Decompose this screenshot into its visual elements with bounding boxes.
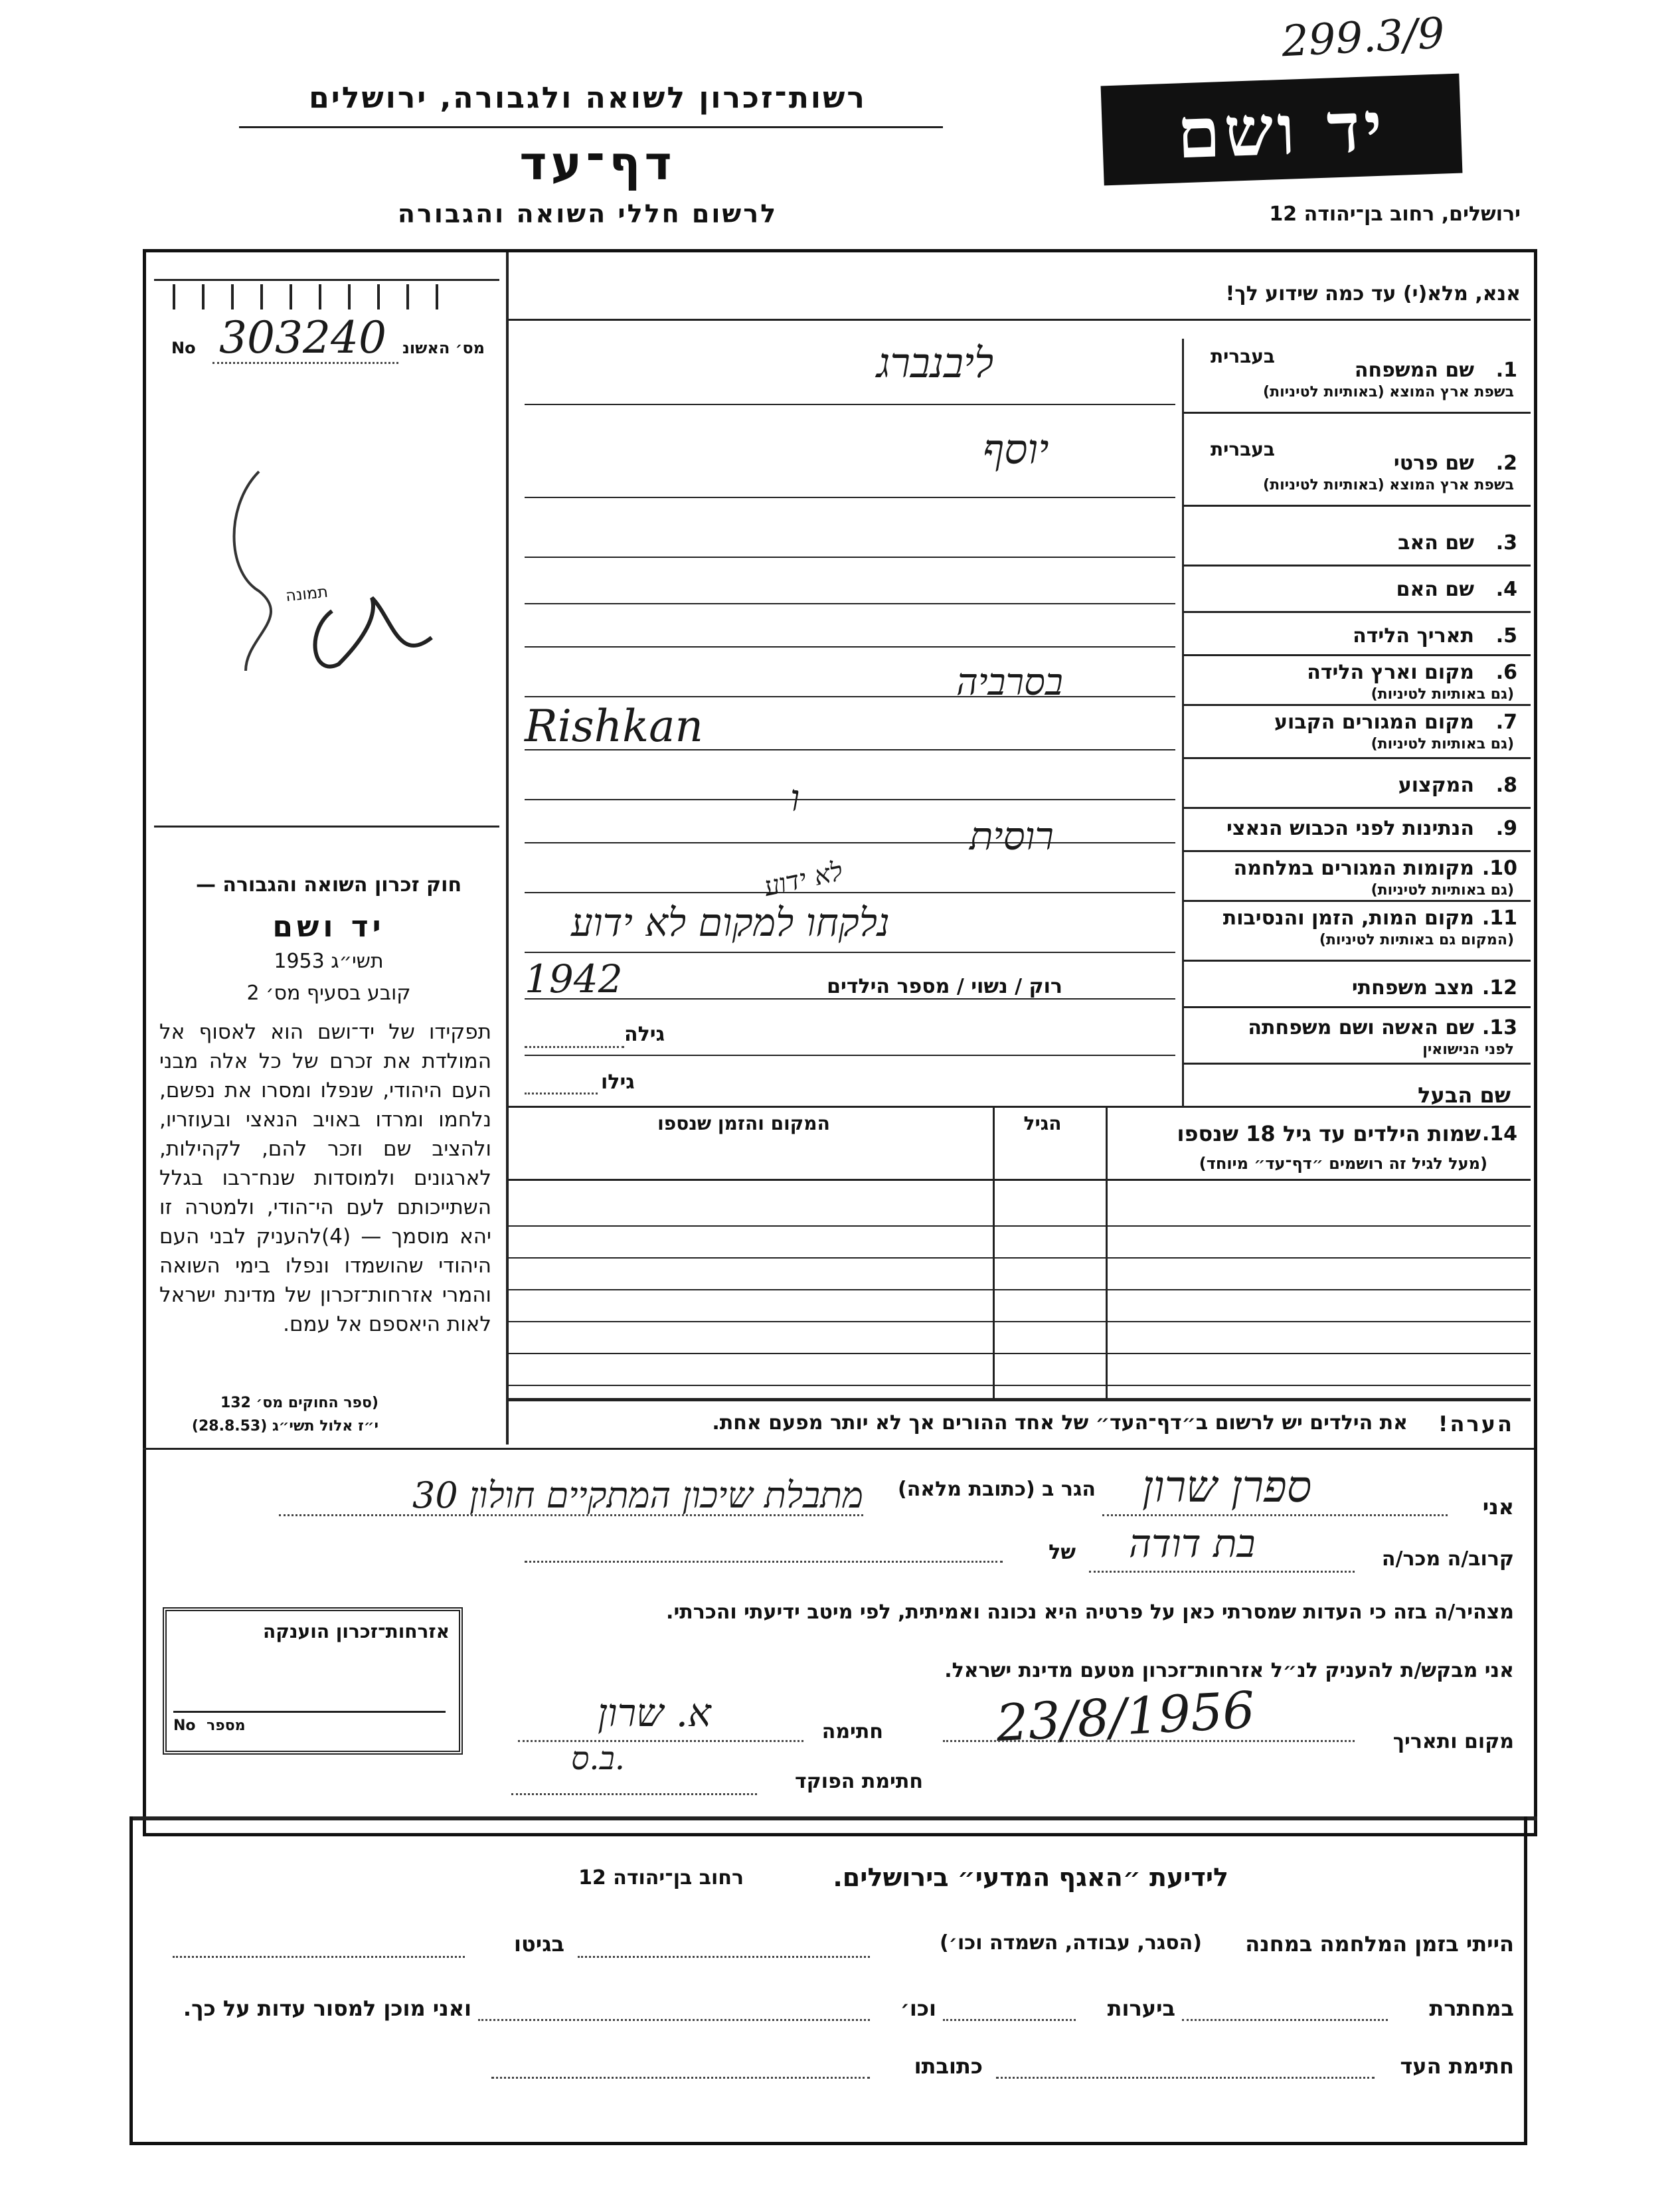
field-9-number: 9. <box>1495 817 1517 840</box>
field-7-sublabel: (גם באותיות לטיניות) <box>1371 736 1514 752</box>
children-sublabel: (מעל לגיל זה רושמים ״דף־עד״ מיוחד) <box>1199 1154 1487 1173</box>
footer-line3-a: חתימת העד <box>1400 2054 1514 2079</box>
law-name: יד ושם <box>272 910 385 944</box>
citizenship-box <box>163 1607 463 1755</box>
note-bottom-rule <box>143 1448 1534 1450</box>
field-2-number: 2. <box>1495 452 1517 475</box>
field-13-label: שם האשה ושם משפחתה <box>1248 1016 1474 1039</box>
field-5-label: תאריך הלידה <box>1353 624 1474 648</box>
age-line-husband <box>525 1093 598 1094</box>
field-7-rule <box>1182 757 1531 759</box>
field-5-number: 5. <box>1495 624 1517 648</box>
footer-line2-dots-3 <box>478 2019 870 2021</box>
declarant-name: ספרן שרון <box>1142 1461 1312 1512</box>
law-text: תפקידו של יד־ושם הוא לאסוף אל המולדת את זכרם של כל אלה מבני העם היהודי, שנפלו ומסרו את נפשם, נלחמו ומרדו באויב הנאצי ובעוזריו, ולהציב שם וזכר להם, לקהילות, לארגונים ולמוסדות שנח־רבו בגלל השתייכותם לעם הי־הודי, ולמטרה זו יהא מוסמך — (4)להעניק לבני העם היהודי שהושמדו ונפלו בימי השואה והמרי אזרחות־זכרון של מדינת ישראל לאות היאספם אל עמם. <box>159 1020 491 1336</box>
address-line <box>279 1514 863 1516</box>
field-10-number: 10. <box>1481 857 1517 880</box>
field-9-rule <box>1182 850 1531 852</box>
declaration-request: אני מבקש/ת להעניק לנ״ל אזרחות־זכרון מטעם מדינת ישראל. <box>944 1659 1514 1682</box>
field-2-value: יוסף <box>983 425 1049 474</box>
citizenship-box-number-label: מספר <box>207 1717 246 1734</box>
official-signature-label: חתימת הפוקד <box>795 1770 923 1793</box>
field-10-sublabel: (גם באותיות לטיניות) <box>1371 882 1514 899</box>
field-11-answer-line <box>525 952 1175 953</box>
field-10-label: מקומות המגורים במלחמה <box>1233 857 1474 880</box>
official-signature: ב.ס. <box>571 1740 625 1777</box>
file-number: 299.3/9 <box>1280 9 1446 67</box>
photo-scribble-stroke-2 <box>315 598 432 667</box>
field-5-answer-line <box>525 646 1175 648</box>
serial-no-mark: No <box>171 339 196 357</box>
relation-value: בת דודה <box>1129 1521 1256 1566</box>
decl-i-label: אני <box>1482 1494 1514 1520</box>
field-2-answer-line <box>525 497 1175 498</box>
place-date-label: מקום ותאריך <box>1392 1730 1514 1753</box>
note-top-rule <box>508 1398 1531 1401</box>
field-9-label: הנתינות לפני הכבוש הנאצי <box>1226 817 1474 840</box>
footer-line3-dots-2 <box>491 2077 870 2079</box>
children-col-divider-2 <box>993 1106 995 1398</box>
children-row-rule <box>508 1225 1531 1227</box>
field-13-answer-line <box>525 1055 1175 1056</box>
relative-label: קרוב/ה מכר/ה <box>1381 1547 1514 1571</box>
in-hebrew-label-1: בעברית <box>1210 345 1275 367</box>
field-2-label: שם פרטי <box>1393 452 1474 475</box>
form-instruction: אנא, מלא(י) עד כמה שידוע לך! <box>1225 282 1521 306</box>
footer-notice: לידיעת ״האגף המדעי״ בירושלים. <box>833 1863 1228 1892</box>
footer-line3-b: כתובתו <box>914 2054 983 2079</box>
footer-line3-dots-1 <box>996 2077 1375 2079</box>
note-text: את הילדים יש לרשום ב״דף־העד״ של אחד ההורים אך לא יותר מפעם אחת. <box>712 1411 1408 1435</box>
field-6-label: מקום וארץ הלידה <box>1307 661 1474 684</box>
children-table-top <box>508 1106 1531 1108</box>
husband-name-label: שם הבעל <box>1418 1083 1511 1108</box>
citizenship-box-rule <box>173 1711 446 1713</box>
field-6-value: בסרביה <box>956 661 1063 704</box>
declarant-address: מתבלת שיכון המתקיים חולון 30 <box>412 1474 863 1516</box>
field-7-label: מקום המגורים הקבוע <box>1274 711 1474 734</box>
field-7-value: Rishkan <box>525 701 704 752</box>
field-9-answer-line <box>525 842 1175 843</box>
field-1-sublabel: בשפת ארץ המוצא (באותיות לטיניות) <box>1263 384 1514 400</box>
field-1-answer-line <box>525 404 1175 405</box>
photo-area-scribble <box>219 465 452 677</box>
logo-text: יד ושם <box>1175 85 1388 174</box>
label-column-divider <box>1182 339 1184 1106</box>
field-3-number: 3. <box>1495 531 1517 555</box>
field-1-rule <box>1182 412 1531 414</box>
field-8-answer-line <box>525 799 1175 800</box>
field-10-answer-line <box>525 892 1175 893</box>
signature-label: חתימה <box>821 1720 883 1743</box>
field-8-rule <box>1182 807 1531 809</box>
footer-line2-dots-1 <box>1182 2019 1388 2021</box>
field-12-number: 12. <box>1481 976 1517 1000</box>
field-6-number: 6. <box>1495 661 1517 684</box>
citizenship-box-no: No <box>173 1717 196 1734</box>
serial-ticks <box>173 284 465 309</box>
field-4-answer-line <box>525 603 1175 604</box>
children-col-divider-1 <box>1106 1106 1108 1398</box>
instruction-rule <box>508 319 1531 321</box>
field-8-label: המקצוע <box>1398 774 1474 797</box>
field-3-label: שם האב <box>1398 531 1474 555</box>
footer-notice-address: רחוב בן־יהודה 12 <box>578 1866 744 1889</box>
field-11-number: 11. <box>1481 907 1517 930</box>
institution-underline <box>239 126 943 128</box>
signature-line <box>518 1740 803 1742</box>
children-row-rule <box>508 1289 1531 1290</box>
age-label-husband: גילו <box>601 1071 635 1094</box>
footer-line2-dots-2 <box>943 2019 1076 2021</box>
children-label: שמות הילדים עד גיל 18 שנספו <box>1177 1121 1481 1146</box>
field-2-rule <box>1182 505 1531 507</box>
field-5-rule <box>1182 654 1531 656</box>
law-year: תשי״ג 1953 <box>274 950 384 973</box>
field-8-number: 8. <box>1495 774 1517 797</box>
note-label: הערה! <box>1438 1411 1514 1437</box>
law-section: קובע בסעיף מס׳ 2 <box>246 982 411 1005</box>
field-3-answer-line <box>525 557 1175 558</box>
field-1-value: ליבנברג <box>877 339 994 387</box>
law-reference-2: י״ז אלול תשי״ג (28.8.53) <box>191 1418 378 1435</box>
institution-line: רשות־זכרון לשואה ולגבורה, ירושלים <box>309 81 867 115</box>
field-12-label: מצב משפחתי <box>1351 976 1474 1000</box>
left-panel-divider <box>506 252 509 1445</box>
footer-line2-a: במחתרת <box>1429 1996 1514 2021</box>
declaration-date: 23/8/1956 <box>994 1680 1256 1753</box>
date-line <box>943 1740 1355 1742</box>
resides-label: הגר ב (כתובת מלאה) <box>897 1478 1096 1501</box>
field-6-sublabel: (גם באותיות לטיניות) <box>1371 686 1514 703</box>
field-3-rule <box>1182 565 1531 567</box>
children-header-bottom <box>508 1179 1531 1181</box>
field-12-rule <box>1182 1006 1531 1008</box>
law-title: חוק זכרון השואה והגבורה — <box>195 873 462 897</box>
children-row-rule <box>508 1257 1531 1259</box>
photo-label: תמונה <box>284 582 329 606</box>
law-reference-1: (ספר החוקים מס׳ 132 <box>220 1395 378 1411</box>
declarant-line <box>1102 1514 1448 1516</box>
field-4-label: שם האם <box>1396 578 1474 601</box>
field-10-rule <box>1182 900 1531 902</box>
field-4-number: 4. <box>1495 578 1517 601</box>
yad-vashem-logo <box>1101 74 1463 186</box>
official-signature-line <box>511 1793 757 1795</box>
footer-line1-a: הייתי בזמן המלחמה במחנה <box>1245 1931 1514 1957</box>
field-9-value: רוסית <box>969 814 1054 859</box>
field-10-value: לא ידוע <box>761 856 846 903</box>
field-2-sublabel: בשפת ארץ המוצא (באותיות לטיניות) <box>1263 477 1514 493</box>
field-1-label: שם המשפחה <box>1354 359 1474 382</box>
marital-options: רוק / נשוי / מספר הילדים <box>827 975 1062 998</box>
footer-line1-b: (הסגר, עבודה, השמדה וכו׳) <box>939 1931 1202 1955</box>
declaration-statement: מצהיר/ה בזה כי העדות שמסרתי כאן על פרטיה היא נכונה ואמיתית, לפי מיטב ידיעתי והכרתי. <box>666 1601 1514 1624</box>
children-row-rule <box>508 1321 1531 1322</box>
field-6-answer-line <box>525 696 1175 697</box>
field-13-number: 13. <box>1481 1016 1517 1039</box>
field-11-rule <box>1182 960 1531 962</box>
children-row-rule <box>508 1353 1531 1354</box>
age-line-wife <box>525 1046 624 1048</box>
field-11-value: נלקחו למקום לא ידוע <box>571 900 890 945</box>
col-place-time-header: המקום והזמן שנספו <box>657 1112 830 1134</box>
in-hebrew-label-2: בעברית <box>1210 438 1275 460</box>
of-line <box>525 1561 1003 1563</box>
relation-line <box>1089 1571 1355 1573</box>
col-age-header: הגיל <box>1023 1112 1062 1134</box>
field-11-sublabel: (המקום גם באותיות לטיניות) <box>1319 932 1514 948</box>
field-7-number: 7. <box>1495 711 1517 734</box>
field-13-sublabel: לפני הנישואין <box>1422 1041 1514 1058</box>
field-11-label: מקום המות, הזמן והנסיבות <box>1222 907 1474 930</box>
form-title: דף־עד <box>519 136 676 191</box>
form-subtitle: לרשום חללי השואה והגבורה <box>397 199 778 228</box>
header-address: ירושלים, רחוב בן־יהודה 12 <box>1269 203 1521 226</box>
footer-line1-dots-1 <box>578 1956 870 1958</box>
footer-line2-b: ביערות <box>1107 1996 1175 2021</box>
field-4-rule <box>1182 611 1531 613</box>
field-13-rule <box>1182 1063 1531 1065</box>
citizenship-box-title: אזרחות־זכרון הוענקה <box>263 1620 450 1642</box>
of-label: של <box>1049 1541 1076 1564</box>
children-num: 14. <box>1481 1122 1517 1146</box>
children-row-rule <box>508 1385 1531 1386</box>
footer-line2-d: ואני מוכן למסור עדות על כך. <box>183 1996 471 2021</box>
field-12-value: 1942 <box>525 956 623 1002</box>
field-8-value: ו <box>790 777 800 820</box>
footer-line2-c: וכו׳ <box>900 1996 936 2021</box>
footer-line1-dots-2 <box>173 1956 465 1958</box>
field-1-number: 1. <box>1495 359 1517 382</box>
serial-label: מס׳ האשונ <box>402 339 485 357</box>
photo-scribble-stroke <box>234 472 272 671</box>
declarant-signature: א. שרון <box>598 1690 711 1735</box>
age-label-wife: גילה <box>624 1023 665 1046</box>
footer-line1-c: בגיטו <box>514 1931 564 1957</box>
field-6-rule <box>1182 704 1531 706</box>
serial-number: 303240 <box>219 312 386 363</box>
